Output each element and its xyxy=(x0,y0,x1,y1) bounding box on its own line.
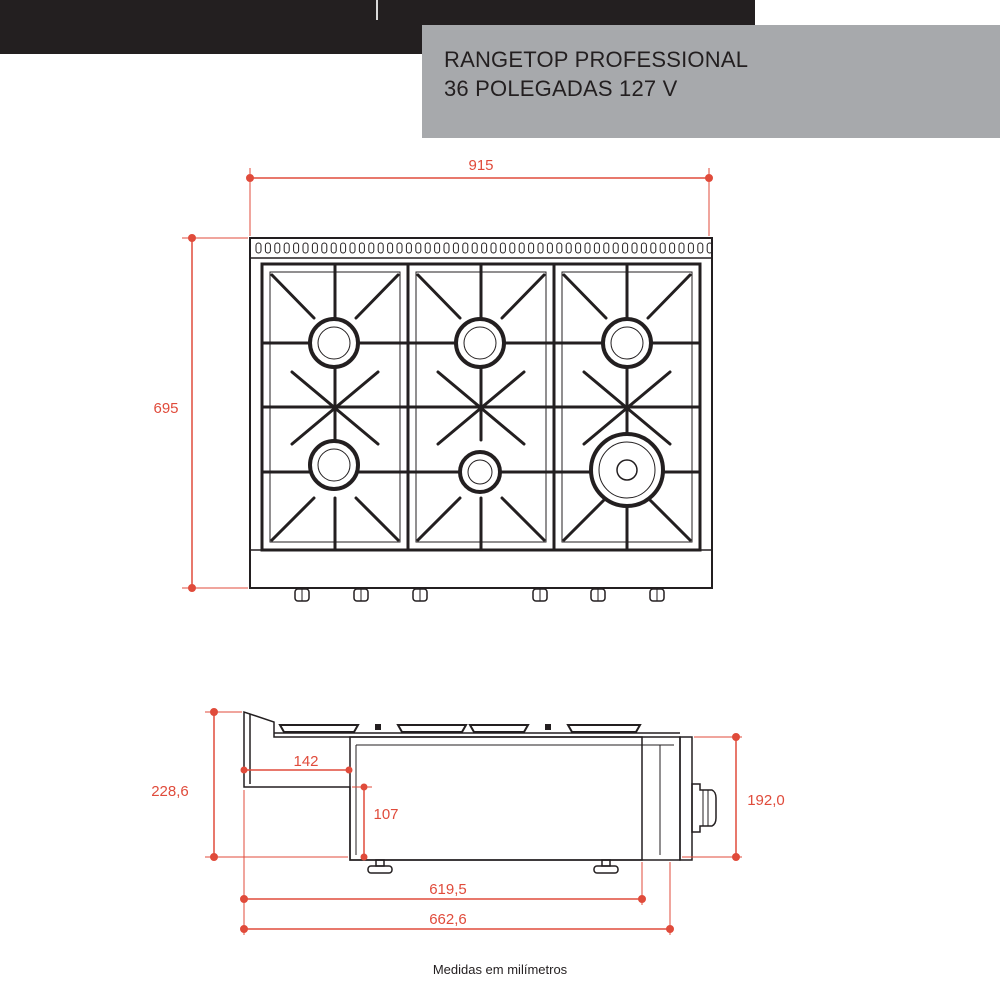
title-line-1: RANGETOP PROFESSIONAL xyxy=(444,47,749,72)
vent-slot xyxy=(632,243,637,253)
vent-slot xyxy=(388,243,393,253)
foot-front xyxy=(376,860,384,866)
grate-bar-diagonal xyxy=(418,275,460,318)
vent-slot xyxy=(397,243,402,253)
vent-slot xyxy=(265,243,270,253)
vent-slot xyxy=(294,243,299,253)
grate-bar-diagonal xyxy=(356,275,398,318)
front-offset-dot-left xyxy=(241,767,247,773)
burner-ring xyxy=(310,319,358,367)
vent-slot xyxy=(538,243,543,253)
grate-bar-diagonal xyxy=(502,498,544,540)
top-view xyxy=(250,238,712,601)
vent-strip xyxy=(250,238,712,258)
grate-bar-diagonal xyxy=(272,498,314,540)
vent-slot xyxy=(322,243,327,253)
side-grate xyxy=(280,725,358,732)
vent-slot xyxy=(341,243,346,253)
vent-slot xyxy=(510,243,515,253)
side-view xyxy=(244,712,716,873)
burner-ring xyxy=(591,434,663,506)
side-feet xyxy=(368,860,618,873)
total-depth-dot-right xyxy=(667,926,674,933)
side-knob xyxy=(692,784,716,832)
knobs xyxy=(295,589,664,601)
vent-slot xyxy=(303,243,308,253)
vent-slot xyxy=(369,243,374,253)
vent-slot xyxy=(312,243,317,253)
burner-ring xyxy=(460,452,500,492)
total-height-label: 228,6 xyxy=(151,783,189,800)
front-offset-label: 142 xyxy=(293,753,319,770)
width-label: 915 xyxy=(468,157,494,174)
side-grate xyxy=(568,725,640,732)
vent-slot xyxy=(660,243,665,253)
body-depth-dot-left xyxy=(241,896,248,903)
cutout-label: 107 xyxy=(373,806,399,823)
burner-ring xyxy=(456,319,504,367)
vent-slot xyxy=(594,243,599,253)
width-dim-dot-right xyxy=(706,175,713,182)
vent-slot xyxy=(482,243,487,253)
grate-bar-diagonal xyxy=(648,275,690,318)
vent-slot xyxy=(453,243,458,253)
side-grate-post xyxy=(545,724,551,730)
vent-slot xyxy=(698,243,703,253)
body-height-dot-bottom xyxy=(733,854,740,861)
vent-slot xyxy=(585,243,590,253)
depth-label: 695 xyxy=(153,400,179,417)
body-depth-dot-right xyxy=(639,896,646,903)
vent-slot xyxy=(519,243,524,253)
grate-bar-diagonal xyxy=(356,498,398,540)
side-grate xyxy=(398,725,466,732)
side-grate xyxy=(470,725,528,732)
vent-slot xyxy=(529,243,534,253)
vent-slot xyxy=(275,243,280,253)
title-line-2: 36 POLEGADAS 127 V xyxy=(444,76,678,101)
vent-slot xyxy=(576,243,581,253)
vent-slot xyxy=(416,243,421,253)
grate-bar-diagonal xyxy=(564,275,606,318)
vent-slot xyxy=(359,243,364,253)
grate-bar-diagonal xyxy=(564,498,606,540)
vent-slot xyxy=(670,243,675,253)
vent-slot xyxy=(613,243,618,253)
cutout-dot-top xyxy=(361,784,367,790)
vent-slot xyxy=(566,243,571,253)
vent-slot xyxy=(463,243,468,253)
vent-slot xyxy=(500,243,505,253)
vent-slot xyxy=(688,243,693,253)
total-height-dot-top xyxy=(211,709,218,716)
vent-slot xyxy=(641,243,646,253)
grate-bar-diagonal xyxy=(502,275,544,318)
body-depth-label: 619,5 xyxy=(429,881,467,898)
vent-slot xyxy=(491,243,496,253)
vent-slot xyxy=(350,243,355,253)
total-depth-dot-left xyxy=(241,926,248,933)
vent-slot xyxy=(444,243,449,253)
side-view-dimensions xyxy=(205,709,742,936)
side-grate-post xyxy=(375,724,381,730)
rear-vent-profile xyxy=(244,712,642,860)
vent-slot xyxy=(284,243,289,253)
width-dim-dot-left xyxy=(247,175,254,182)
vent-slot xyxy=(406,243,411,253)
grate-bar-diagonal xyxy=(648,498,690,540)
depth-dim-dot-top xyxy=(189,235,196,242)
vent-slot xyxy=(651,243,656,253)
burner-ring xyxy=(310,441,358,489)
vent-slot xyxy=(604,243,609,253)
total-depth-label: 662,6 xyxy=(429,911,467,928)
depth-dim-dot-bottom xyxy=(189,585,196,592)
grate-bar-diagonal xyxy=(418,498,460,540)
grate-bar-diagonal xyxy=(272,275,314,318)
side-grates xyxy=(274,724,680,733)
units-note: Medidas em milímetros xyxy=(432,962,568,977)
cutout-dot-bottom xyxy=(361,854,367,860)
vent-slot xyxy=(623,243,628,253)
burner-ring xyxy=(603,319,651,367)
foot-front-pad xyxy=(368,866,392,873)
body-height-dot-top xyxy=(733,734,740,741)
front-offset-dot-right xyxy=(346,767,352,773)
vent-slot xyxy=(472,243,477,253)
vent-slot xyxy=(547,243,552,253)
vent-slot xyxy=(331,243,336,253)
vent-slots xyxy=(256,243,712,253)
total-height-dot-bottom xyxy=(211,854,218,861)
body-height-label: 192,0 xyxy=(747,792,785,809)
foot-rear-pad xyxy=(594,866,618,873)
vent-slot xyxy=(679,243,684,253)
side-body xyxy=(350,737,680,860)
vent-slot xyxy=(425,243,430,253)
foot-rear xyxy=(602,860,610,866)
vent-slot xyxy=(378,243,383,253)
front-panel xyxy=(680,737,692,860)
vent-slot xyxy=(557,243,562,253)
vent-slot xyxy=(256,243,261,253)
vent-slot xyxy=(435,243,440,253)
